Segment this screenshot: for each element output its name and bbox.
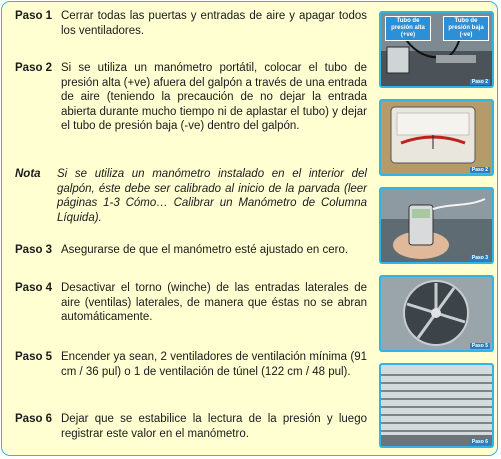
step-4	[15, 281, 367, 325]
photo-vents	[379, 363, 494, 448]
photo-caption: Paso 2	[471, 79, 488, 85]
vents-illustration	[381, 365, 492, 446]
note-label: Nota	[15, 168, 41, 180]
fan-illustration	[381, 277, 492, 350]
step-label: Paso 5	[15, 351, 53, 363]
manometer-illustration	[381, 101, 492, 174]
step-label: Paso 2	[15, 62, 53, 74]
step-3	[15, 243, 367, 258]
photo-handheld-manometer	[379, 187, 494, 264]
high-pressure-tube-label: Tubo de presión alta (+ve)	[385, 16, 431, 41]
photo-caption: Paso 5	[471, 343, 488, 349]
step-label: Paso 4	[15, 282, 53, 294]
step-6	[15, 412, 367, 441]
step-text: Si se utiliza un manómetro portátil, colocar el tubo de presión alta (+ve) afuera del galpón a través de una entrada de aire (teniendo la precaución de no dejar la entrada abierta durante mucho tiempo ni de aplastar el tubo) y dejar el tubo de presión baja (-ve) dentro del galpón.	[61, 62, 367, 133]
step-1	[15, 9, 367, 38]
step-label: Paso 3	[15, 244, 53, 256]
step-5	[15, 350, 367, 379]
step-text: Dejar que se estabilice la lectura de la presión y luego registrar este valor en el manómetro.	[61, 413, 367, 440]
step-text: Encender ya sean, 2 ventiladores de ventilación mínima (91 cm / 36 pul) o 1 de ventilación de túnel (122 cm / 48 pul).	[61, 351, 367, 378]
step-label: Paso 6	[15, 413, 53, 425]
instructions-panel	[1, 1, 498, 456]
photo-fan	[379, 275, 494, 352]
photo-pressure-tubes	[379, 11, 494, 88]
step-text: Desactivar el torno (winche) de las entradas laterales de aire (ventilas) laterales, de manera que éstas no se abran automáticamente.	[61, 282, 367, 324]
note	[15, 167, 367, 225]
handheld-illustration	[381, 189, 492, 262]
photo-caption: Paso 3	[471, 255, 488, 261]
photo-caption: Paso 6	[471, 439, 488, 445]
step-label: Paso 1	[15, 10, 53, 22]
note-text: Si se utiliza un manómetro instalado en el interior del galpón, éste debe ser calibrado al inicio de la parvada (leer páginas 1-3 Cómo… Calibrar un Manómetro de Columna Líquida).	[57, 168, 367, 224]
photo-wall-manometer	[379, 99, 494, 176]
step-text: Cerrar todas las puertas y entradas de aire y apagar todos los ventiladores.	[61, 10, 367, 37]
step-text: Asegurarse de que el manómetro esté ajustado en cero.	[61, 244, 349, 256]
step-2	[15, 61, 367, 134]
low-pressure-tube-label: Tubo de presión baja (-ve)	[443, 16, 489, 41]
photo-caption: Paso 2	[471, 167, 488, 173]
